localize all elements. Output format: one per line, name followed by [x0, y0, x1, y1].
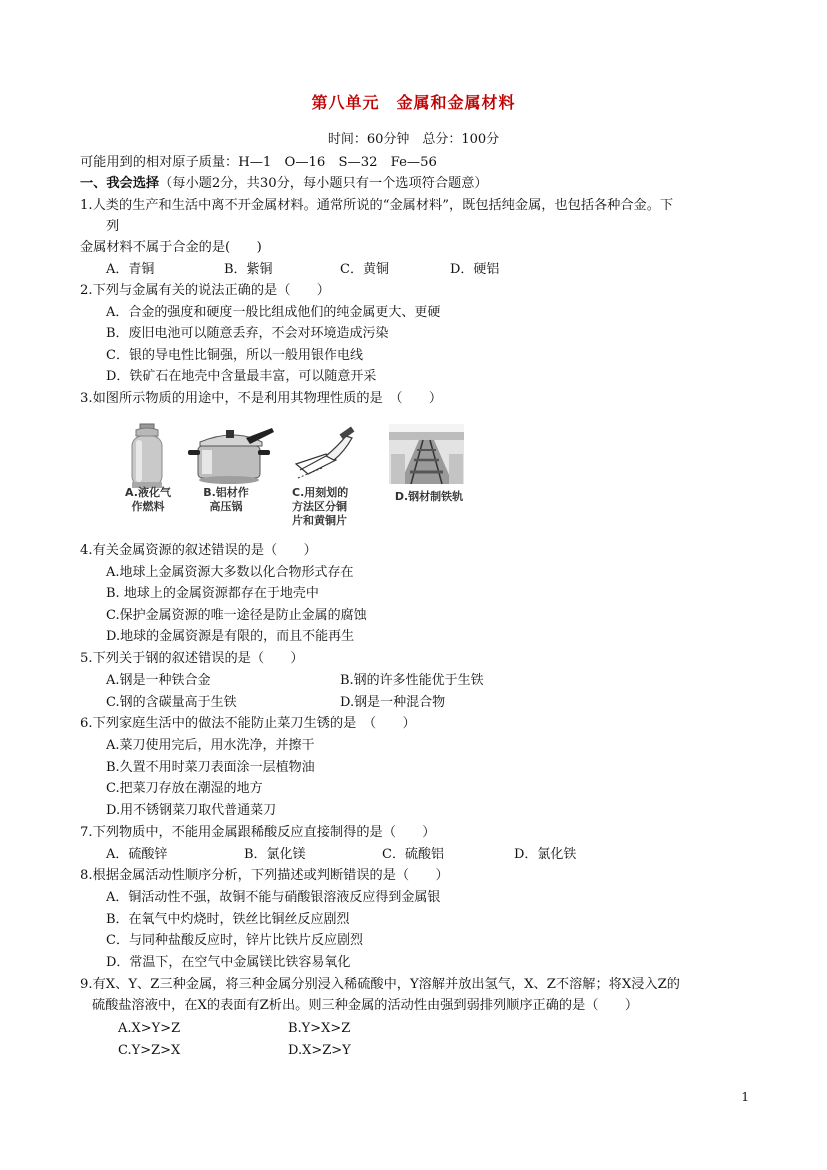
- q3-caption-c: [284, 486, 376, 528]
- q1-option-c: C．黄铜: [340, 262, 389, 277]
- q3-caption-a-line2: 作燃料: [131, 500, 165, 513]
- section-heading: [80, 175, 488, 193]
- q4-option-d: D.地球的金属资源是有限的，而且不能再生: [106, 629, 355, 644]
- q3-caption-a: [108, 486, 188, 514]
- q1-option-b: B．紫铜: [224, 262, 273, 277]
- question-2-stem: 2.下列与金属有关的说法正确的是（ ）: [80, 283, 330, 298]
- question-4-stem: 4.有关金属资源的叙述错误的是（ ）: [80, 543, 317, 558]
- q5-option-d: D.钢是一种混合物: [340, 695, 446, 710]
- question-9-stem: 9.有X、Y、Z三种金属，将三种金属分别浸入稀硫酸中，Y溶解并放出氢气，X、Z不溶解；将X浸入Z的: [80, 977, 680, 992]
- pressure-cooker-image: [186, 424, 276, 488]
- scratch-test-image: [290, 426, 362, 486]
- railway-tracks-image: [389, 424, 464, 484]
- q8-option-c: C．与同种盐酸反应时，锌片比铁片反应剧烈: [106, 933, 363, 948]
- q1-option-d: D．硬铝: [450, 262, 500, 277]
- q8-option-a: A．铜活动性不强，故铜不能与硝酸银溶液反应得到金属银: [106, 890, 441, 905]
- q9-option-a: A.X>Y>Z: [118, 1021, 181, 1036]
- q5-option-c: C.钢的含碳量高于生铁: [106, 695, 237, 710]
- question-3-stem: 3.如图所示物质的用途中，不是利用其物理性质的是 （ ）: [80, 391, 443, 406]
- q7-option-c: C．硫酸铝: [382, 847, 444, 862]
- q7-option-a: A．硫酸锌: [106, 847, 168, 862]
- page-title: 第八单元 金属和金属材料: [311, 93, 516, 112]
- q3-caption-b: [190, 486, 262, 514]
- question-8-stem: 8.根据金属活动性顺序分析，下列描述或判断错误的是（ ）: [80, 868, 449, 883]
- q3-caption-c-line3: 片和黄铜片: [292, 514, 347, 527]
- q3-caption-b-line2: 高压锅: [209, 500, 243, 513]
- q6-option-a: A.菜刀使用完后，用水洗净，并擦干: [106, 738, 315, 753]
- q2-option-b: B．废旧电池可以随意丢弃，不会对环境造成污染: [106, 326, 389, 341]
- question-9-stem-2: 硫酸盐溶液中，在X的表面有Z析出。则三种金属的活动性由强到弱排列顺序正确的是（ ）: [92, 998, 639, 1013]
- q6-option-c: C.把菜刀存放在潮湿的地方: [106, 781, 263, 796]
- q9-option-b: B.Y>X>Z: [288, 1021, 351, 1036]
- q5-option-b: B.钢的许多性能优于生铁: [340, 673, 484, 688]
- gas-cylinder-image: [112, 420, 182, 490]
- q5-option-a: A.钢是一种铁合金: [106, 673, 211, 688]
- q3-caption-d: [384, 490, 474, 504]
- q2-option-c: C．银的导电性比铜强，所以一般用银作电线: [106, 348, 363, 363]
- question-6-stem: 6.下列家庭生活中的做法不能防止菜刀生锈的是 （ ）: [80, 716, 416, 731]
- q4-option-a: A.地球上金属资源大多数以化合物形式存在: [106, 565, 354, 580]
- section-note: （每小题2分，共30分，每小题只有一个选项符合题意）: [159, 176, 488, 191]
- page-number: 1: [741, 1090, 749, 1104]
- question-5-stem: 5.下列关于钢的叙述错误的是（ ）: [80, 651, 304, 666]
- q4-option-c: C.保护金属资源的唯一途径是防止金属的腐蚀: [106, 608, 367, 623]
- q7-option-b: B．氯化镁: [244, 847, 306, 862]
- q6-option-d: D.用不锈钢菜刀取代普通菜刀: [106, 803, 277, 818]
- question-1-stem-2: 金属材料不属于合金的是( ): [80, 240, 262, 255]
- q6-option-b: B.久置不用时菜刀表面涂一层植物油: [106, 760, 315, 775]
- q8-option-b: B．在氧气中灼烧时，铁丝比铜丝反应剧烈: [106, 912, 350, 927]
- q9-option-d: D.X>Z>Y: [288, 1043, 351, 1058]
- q3-caption-b-line1: B.铝材作: [203, 486, 249, 499]
- q1-option-a: A．青铜: [106, 262, 155, 277]
- q3-caption-c-line1: C.用刻划的: [292, 486, 349, 499]
- q3-caption-c-line2: 方法区分铜: [292, 500, 347, 513]
- question-7-stem: 7.下列物质中，不能用金属跟稀酸反应直接制得的是（ ）: [80, 825, 436, 840]
- q9-option-c: C.Y>Z>X: [118, 1043, 181, 1058]
- section-title: 一、我会选择: [80, 176, 160, 191]
- exam-meta: 时间：60分钟 总分：100分: [327, 132, 500, 147]
- q2-option-d: D．铁矿石在地壳中含量最丰富，可以随意开采: [106, 369, 377, 384]
- q3-caption-d-line1: D.钢材制铁轨: [394, 490, 464, 503]
- question-1-stem: 1.人类的生产和生活中离不开金属材料。通常所说的“金属材料”，既包括纯金属，也包括各种合金。下: [80, 198, 674, 213]
- question-1-stem-wrap: 列: [106, 219, 120, 234]
- q2-option-a: A．合金的强度和硬度一般比组成他们的纯金属更大、更硬: [106, 305, 441, 320]
- atomic-mass-line: 可能用到的相对原子质量：H—1 O—16 S—32 Fe—56: [80, 155, 437, 170]
- q8-option-d: D．常温下，在空气中金属镁比铁容易氧化: [106, 955, 351, 970]
- q3-caption-a-line1: A.液化气: [125, 486, 171, 499]
- q7-option-d: D．氯化铁: [514, 847, 577, 862]
- q4-option-b: B. 地球上的金属资源都存在于地壳中: [106, 586, 319, 601]
